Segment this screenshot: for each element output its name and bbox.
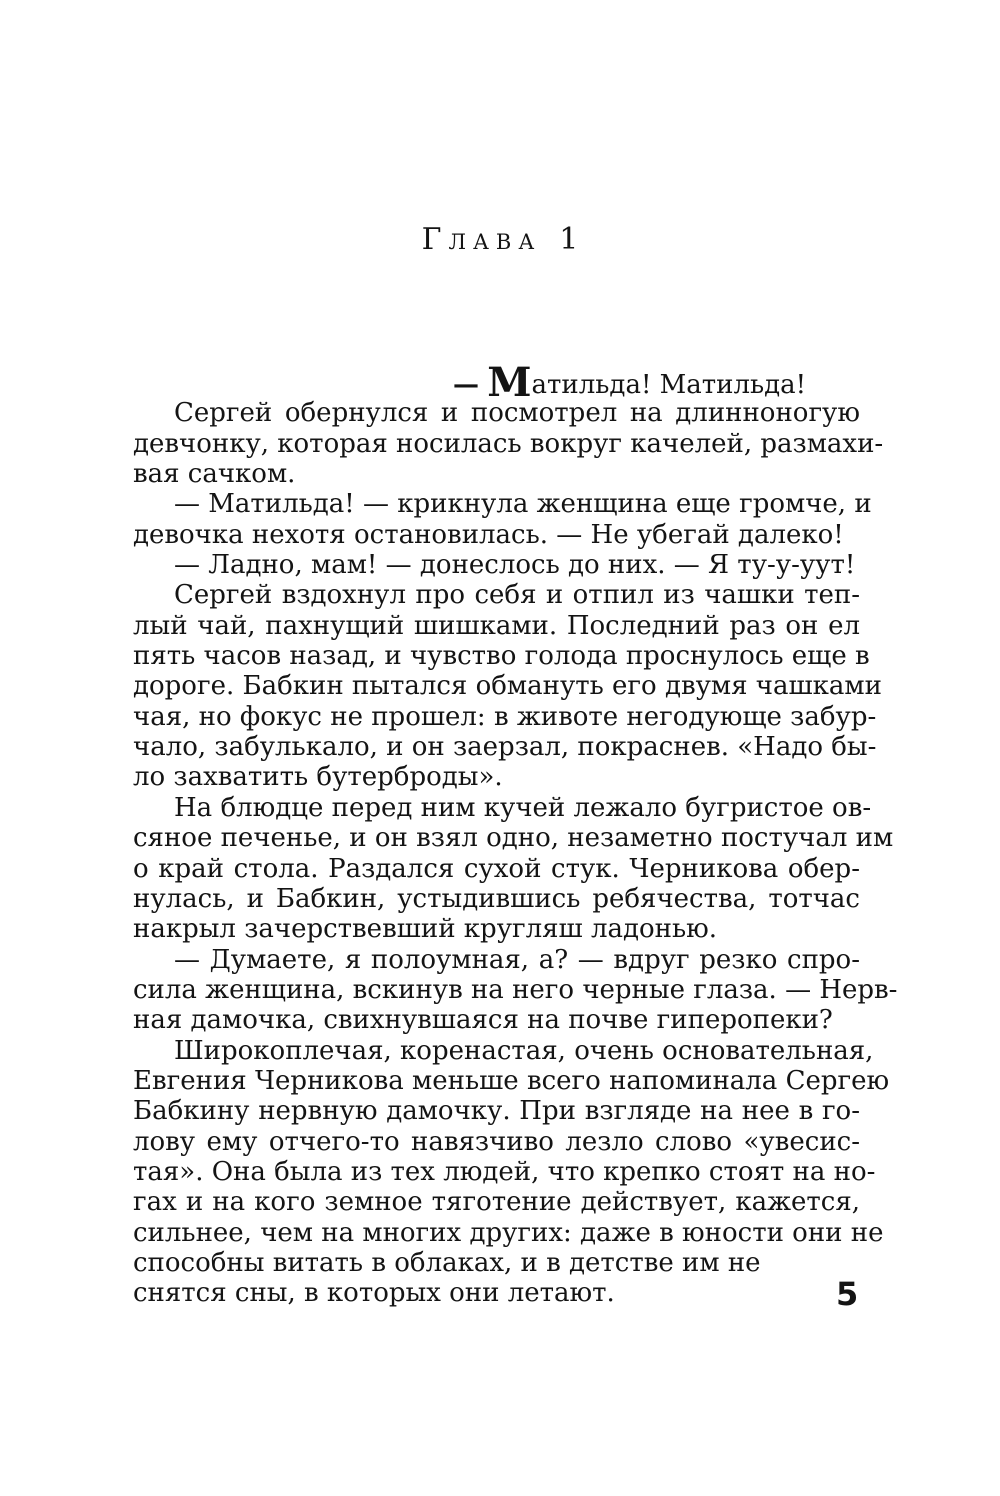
text-line: Широкоплечая, коренастая, очень основательная,	[174, 1035, 874, 1066]
chapter-heading	[0, 222, 1000, 257]
text-line: — Думаете, я полоумная, а? — вдруг резко спро-	[174, 944, 860, 975]
text-line: Сергей обернулся и посмотрел на длинноногую	[174, 398, 860, 429]
text-line: дороге. Бабкин пытался обмануть его двумя чашками	[133, 671, 882, 702]
text-line: Сергей вздохнул про себя и отпил из чашки теп-	[174, 580, 860, 611]
text-line: гах и на кого земное тяготение действует, кажется,	[133, 1187, 860, 1218]
text-line: накрыл зачерствевший кругляш ладонью.	[133, 914, 718, 945]
opening-dash: —	[453, 370, 479, 400]
chapter-word: Глава	[421, 222, 542, 257]
body-text	[133, 359, 898, 1309]
text-line: сяное печенье, и он взял одно, незаметно постучал им	[133, 823, 894, 854]
chapter-number: 1	[559, 222, 579, 257]
text-line: способны витать в облаках, и в детстве им не	[133, 1247, 761, 1278]
page-number: 5	[836, 1275, 859, 1313]
paragraph-lines	[133, 398, 898, 1309]
text-line: чая, но фокус не прошел: в животе негодующе забур-	[133, 701, 877, 732]
text-line: девочка нехотя остановилась. — Не убегай далеко!	[133, 519, 844, 550]
text-line: вая сачком.	[133, 459, 296, 490]
dropcap-letter: М	[487, 359, 532, 406]
text-line: — Матильда! — крикнула женщина еще громче, и	[174, 489, 872, 520]
text-line: сильнее, чем на многих других: даже в юности они не	[133, 1217, 884, 1248]
text-line: лый чай, пахнущий шишками. Последний раз он ел	[133, 610, 860, 641]
text-line: нулась, и Бабкин, устыдившись ребячества, тотчас	[133, 883, 860, 914]
text-line: ло захватить бутерброды».	[133, 762, 503, 793]
text-line: о край стола. Раздался сухой стук. Черникова обер-	[133, 853, 860, 884]
text-line: снятся сны, в которых они летают.	[133, 1278, 615, 1309]
text-line: чало, забулькало, и он заерзал, покраснев. «Надо бы-	[133, 732, 877, 763]
text-line: тая». Она была из тех людей, что крепко стоят на но-	[133, 1156, 876, 1187]
text-line: пять часов назад, и чувство голода проснулось еще в	[133, 641, 870, 672]
text-line: сила женщина, вскинув на него черные глаза. — Нерв-	[133, 974, 898, 1005]
opening-line	[133, 359, 860, 406]
text-line: девчонку, которая носилась вокруг качелей, размахи-	[133, 428, 884, 459]
text-line: ная дамочка, свихнувшаяся на почве гиперопеки?	[133, 1005, 833, 1036]
text-line: На блюдце перед ним кучей лежало бугристое ов-	[174, 792, 872, 823]
text-line: — Ладно, мам! — донеслось до них. — Я ту-у-уут!	[174, 550, 856, 581]
text-line: Евгения Черникова меньше всего напоминала Сергею	[133, 1065, 890, 1096]
text-line: Бабкину нервную дамочку. При взгляде на нее в го-	[133, 1096, 860, 1127]
opening-rest: атильда! Матильда!	[531, 370, 807, 400]
text-line: лову ему отчего-то навязчиво лезло слово «увесис-	[133, 1126, 860, 1157]
